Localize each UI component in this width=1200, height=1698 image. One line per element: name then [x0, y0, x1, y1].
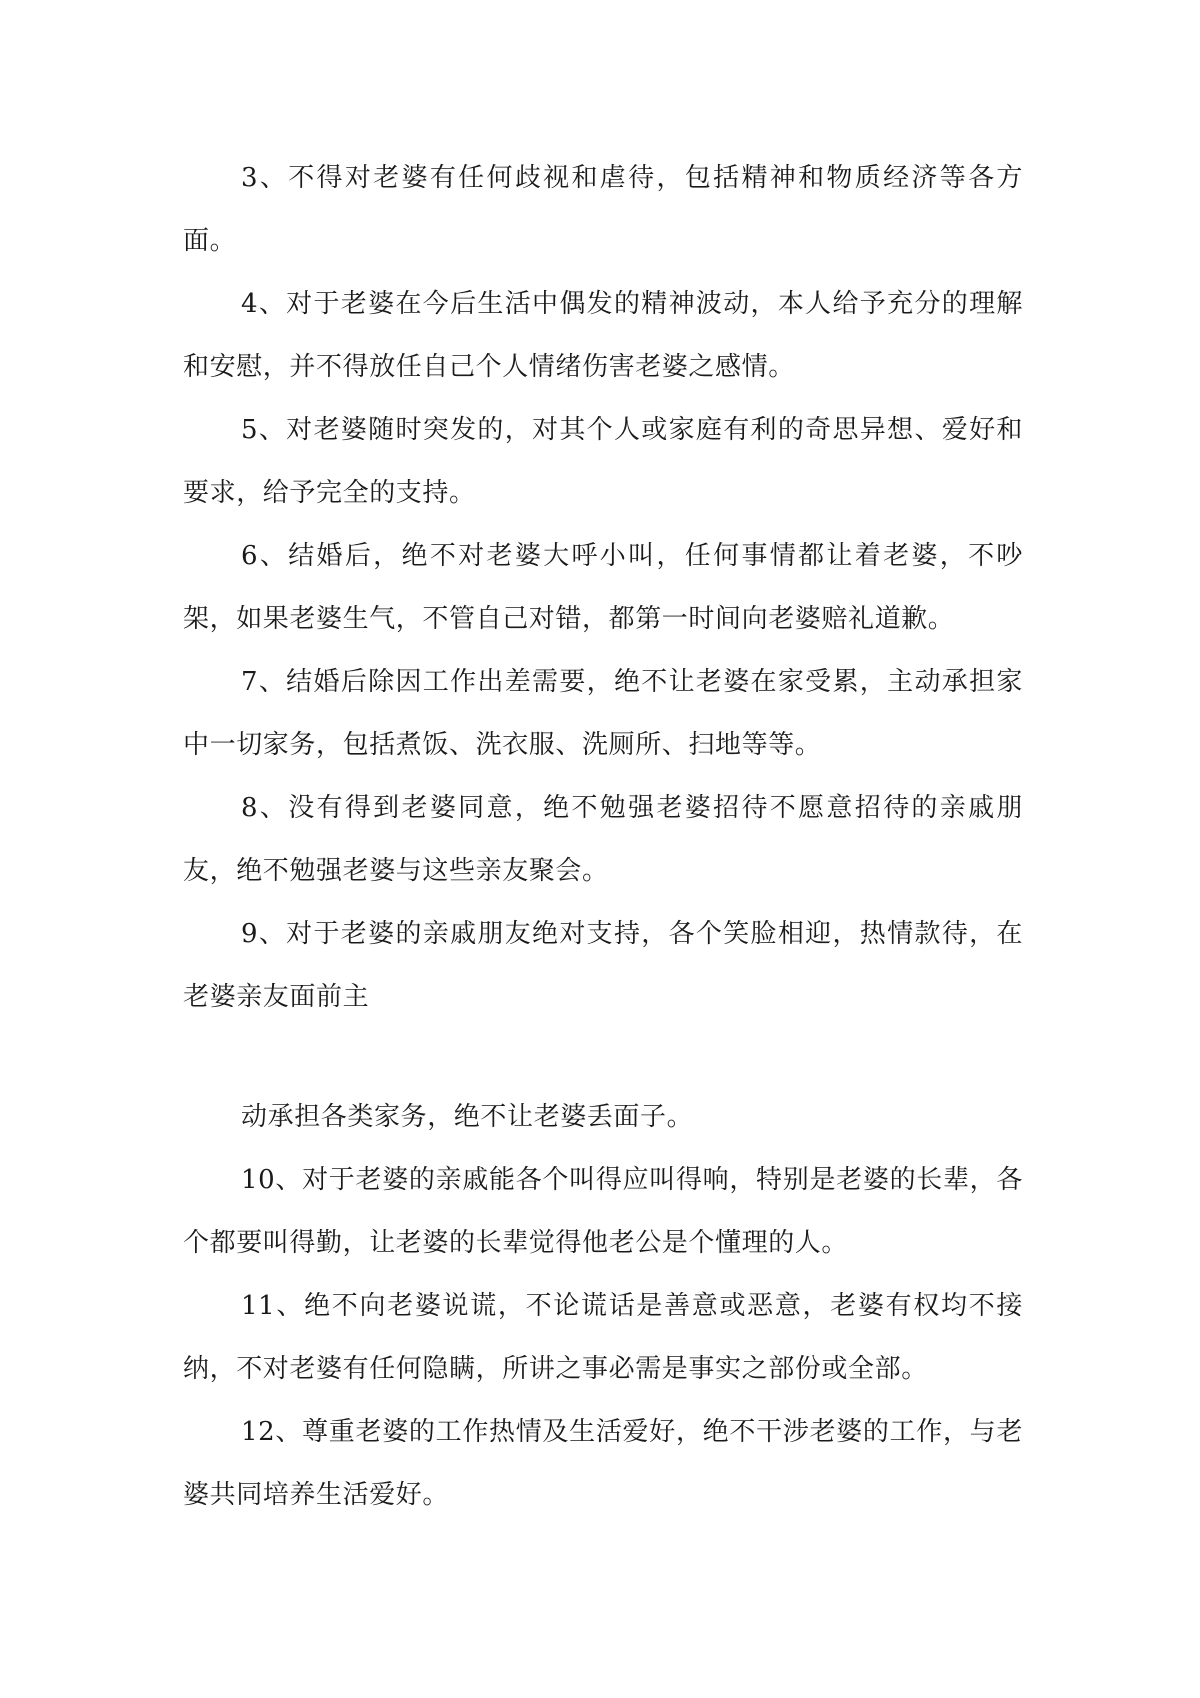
paragraph-item-7: 7、结婚后除因工作出差需要，绝不让老婆在家受累，主动承担家中一切家务，包括煮饭、洗衣服、洗厕所、扫地等等。 [183, 667, 1023, 760]
text-block-upper [183, 147, 1023, 1029]
paragraph-item-4: 4、对于老婆在今后生活中偶发的精神波动，本人给予充分的理解和安慰，并不得放任自己个人情绪伤害老婆之感情。 [183, 289, 1023, 382]
paragraph-item-12: 12、尊重老婆的工作热情及生活爱好，绝不干涉老婆的工作，与老婆共同培养生活爱好。 [183, 1417, 1023, 1510]
paragraph-item-10: 10、对于老婆的亲戚能各个叫得应叫得响，特别是老婆的长辈，各个都要叫得勤，让老婆的长辈觉得他老公是个懂理的人。 [183, 1165, 1023, 1258]
paragraph-item-9-continued: 动承担各类家务，绝不让老婆丢面子。 [241, 1102, 694, 1132]
text-block-lower [183, 1086, 1023, 1527]
paragraph-item-9: 9、对于老婆的亲戚朋友绝对支持，各个笑脸相迎，热情款待，在老婆亲友面前主 [183, 919, 1023, 1012]
paragraph-item-5: 5、对老婆随时突发的，对其个人或家庭有利的奇思异想、爱好和要求，给予完全的支持。 [183, 415, 1023, 508]
paragraph-item-6: 6、结婚后，绝不对老婆大呼小叫，任何事情都让着老婆，不吵架，如果老婆生气，不管自己对错，都第一时间向老婆赔礼道歉。 [183, 541, 1023, 634]
paragraph-item-8: 8、没有得到老婆同意，绝不勉强老婆招待不愿意招待的亲戚朋友，绝不勉强老婆与这些亲友聚会。 [183, 793, 1023, 886]
paragraph-item-3: 3、不得对老婆有任何歧视和虐待，包括精神和物质经济等各方面。 [183, 163, 1023, 256]
paragraph-item-11: 11、绝不向老婆说谎，不论谎话是善意或恶意，老婆有权均不接纳，不对老婆有任何隐瞒，所讲之事必需是事实之部份或全部。 [183, 1291, 1023, 1384]
